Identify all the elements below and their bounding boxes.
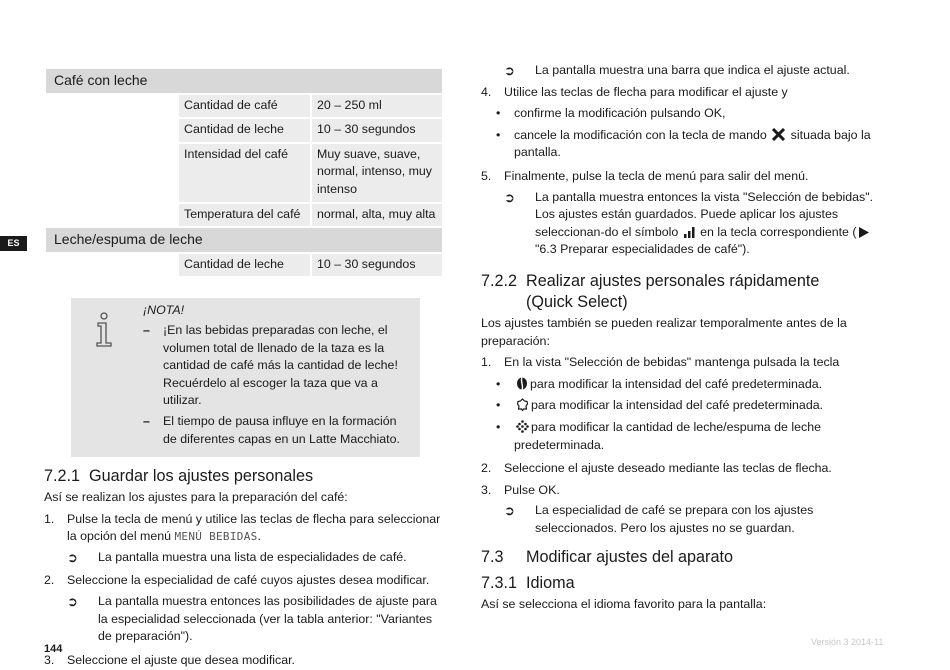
language-tab: ES — [0, 236, 27, 251]
step-item: 1. En la vista "Selección de bebidas" mantenga pulsada la tecla — [481, 355, 840, 370]
section-heading-7-2-1: 7.2.1 Guardar los ajustes personales — [44, 467, 314, 486]
result-item: ➲ La especialidad de café se prepara con los ajustes seleccionados. Pero los ajustes no se guardan. — [504, 503, 814, 535]
bullet-item: • cancele la modificación con la tecla de mando situada bajo la pantalla. — [496, 127, 871, 160]
arrow-icon: ➲ — [67, 549, 78, 565]
table-cell-value: 20 – 250 ml — [311, 94, 443, 119]
table-cell-value: 10 – 30 segundos — [311, 253, 443, 278]
milk-foam-icon — [516, 420, 529, 433]
bullet-item: • para modificar la intensidad del café predeterminada. — [496, 398, 824, 413]
bullet-item: • para modificar la cantidad de leche/espuma de leche predeterminada. — [496, 419, 821, 452]
note-item: – El tiempo de pausa influye en la formación de diferentes capas en un Latte Macchiato. — [143, 413, 400, 446]
table-row — [45, 143, 443, 203]
table-cell-name: Cantidad de café — [178, 94, 311, 119]
table-row — [45, 118, 443, 143]
arrow-icon: ➲ — [67, 594, 78, 610]
arrow-icon: ➲ — [504, 63, 515, 78]
arrow-icon: ➲ — [504, 503, 515, 519]
table-cell-value: normal, alta, muy alta — [311, 203, 443, 228]
table-row — [45, 253, 443, 278]
step-item: 4. Utilice las teclas de flecha para modificar el ajuste y — [481, 84, 788, 99]
play-icon — [859, 227, 869, 238]
left-column — [44, 67, 444, 669]
bullet-item: • confirme la modificación pulsando OK, — [496, 106, 726, 121]
section-heading-7-2-2: 7.2.2 Realizar ajustes personales rápidamente (Quick Select) — [481, 271, 820, 311]
table-group-header: Café con leche — [45, 68, 443, 94]
step-item: 1. Pulse la tecla de menú y utilice las teclas de flecha para seleccionar la opción del menú MENÚ BEBIDAS. — [44, 511, 441, 544]
result-item: ➲ La pantalla muestra entonces la vista "Selección de bebidas". Los ajustes están guardados. Puede aplicar los ajustes seleccionan-do el símbolo en la tecla correspondiente ( "6.3 Preparar especialidades de café"). — [504, 189, 874, 257]
menu-name: MENÚ BEBIDAS — [174, 530, 258, 544]
bullet-item: • para modificar la intensidad del café predeterminada. — [496, 376, 823, 391]
table-cell-name: Temperatura del café — [178, 203, 311, 228]
step-item: 2. Seleccione la especialidad de café cuyos ajustes desea modificar. — [44, 573, 430, 588]
right-column — [481, 62, 886, 614]
result-item: ➲ La pantalla muestra entonces las posibilidades de ajuste para la especialidad seleccionada (ver la tabla anterior: "Variantes de preparación"). — [67, 594, 437, 644]
version-label: Versión 3 2014-11 — [811, 637, 884, 647]
paragraph: Así se realizan los ajustes para la preparación del café: — [44, 490, 348, 505]
table-cell-name: Cantidad de leche — [178, 253, 311, 278]
close-icon — [772, 128, 785, 141]
bean-icon — [516, 377, 528, 390]
step-item: 5. Finalmente, pulse la tecla de menú para salir del menú. — [481, 168, 809, 183]
paragraph: Así se selecciona el idioma favorito para la pantalla: — [481, 597, 767, 612]
step-item: 2. Seleccione el ajuste deseado mediante las teclas de flecha. — [481, 461, 832, 476]
arrow-icon: ➲ — [504, 189, 515, 205]
paragraph: Los ajustes también se pueden realizar temporalmente antes de la preparación: — [481, 315, 847, 348]
step-item: 3. Pulse OK. — [481, 482, 560, 497]
note-title: ¡NOTA! — [143, 303, 185, 318]
cup-icon — [516, 398, 529, 411]
info-icon — [91, 312, 117, 348]
page-number: 144 — [44, 643, 63, 655]
table-cell-value: Muy suave, suave, normal, intenso, muy intenso — [311, 143, 443, 203]
note-box — [71, 298, 420, 457]
signal-bars-icon — [684, 227, 695, 238]
result-item: ➲ La pantalla muestra una lista de especialidades de café. — [67, 549, 407, 565]
step-item: 3. Seleccione el ajuste que desea modificar. — [44, 652, 295, 667]
result-item: ➲ La pantalla muestra una barra que indica el ajuste actual. — [504, 63, 850, 78]
table-group-header: Leche/espuma de leche — [45, 227, 443, 253]
settings-table — [44, 67, 444, 278]
table-row — [45, 94, 443, 119]
table-cell-value: 10 – 30 segundos — [311, 118, 443, 143]
table-cell-name: Cantidad de leche — [178, 118, 311, 143]
table-cell-name: Intensidad del café — [178, 143, 311, 203]
table-row — [45, 203, 443, 228]
section-heading-7-3: 7.3 Modificar ajustes del aparato — [481, 548, 733, 567]
note-item: – ¡En las bebidas preparadas con leche, el volumen total de llenado de la taza es la cantidad de café más la cantidad de leche! Recuérdelo al escoger la taza que va a utilizar. — [143, 322, 398, 408]
section-heading-7-3-1: 7.3.1 Idioma — [481, 574, 575, 593]
